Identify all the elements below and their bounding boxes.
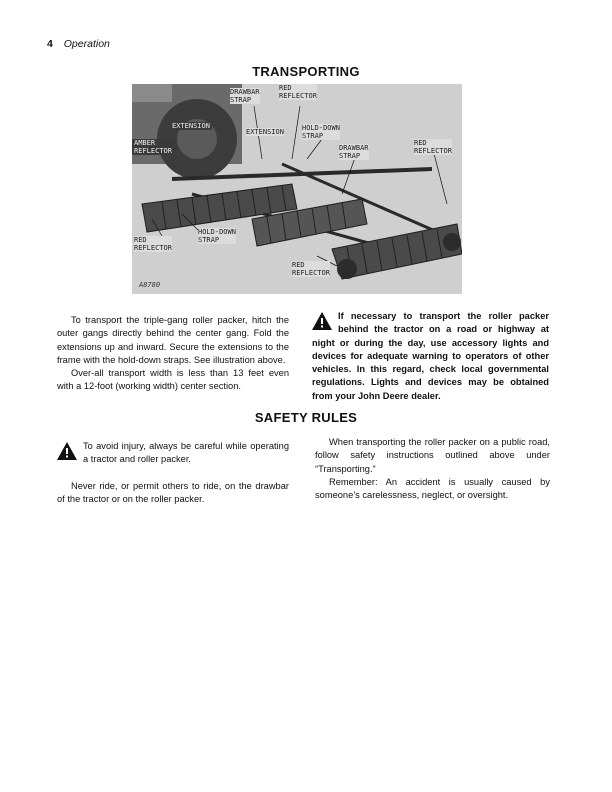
transport-warning xyxy=(312,310,549,403)
warning-triangle-icon xyxy=(312,312,332,330)
callout-drawbar-strap-top: DRAWBAR STRAP xyxy=(230,88,260,104)
callout-hold-down-strap-top: HOLD-DOWN STRAP xyxy=(302,124,340,140)
safety-rules-right xyxy=(315,436,550,515)
callout-red-reflector-left: RED REFLECTOR xyxy=(134,236,172,252)
safety-rule-3: When transporting the roller packer on a public road, follow safety instructions outlined above under “Transporting.” xyxy=(315,437,550,474)
section-name: Operation xyxy=(63,38,110,50)
illustration-ref-code: A8780 xyxy=(139,281,161,289)
transport-instructions xyxy=(57,314,289,394)
warning-triangle-icon xyxy=(57,442,77,460)
callout-red-reflector-top: RED REFLECTOR xyxy=(279,84,317,100)
callout-red-reflector-right: RED REFLECTOR xyxy=(414,139,452,155)
safety-rule-2: Never ride, or permit others to ride, on the drawbar of the tractor or on the roller packer. xyxy=(57,480,289,504)
transporting-title: TRANSPORTING xyxy=(252,64,360,79)
callout-drawbar-strap-right: DRAWBAR STRAP xyxy=(339,144,369,160)
page-number: 4 xyxy=(47,38,53,50)
transport-illustration xyxy=(132,84,462,294)
safety-rule-1: To avoid injury, always be careful while operating a tractor and roller packer. xyxy=(83,441,289,465)
callout-hold-down-strap-bottom: HOLD-DOWN STRAP xyxy=(198,228,236,244)
safety-rule-4: Remember: An accident is usually caused by someone’s carelessness, neglect, or oversight. xyxy=(315,476,550,501)
callout-red-reflector-bottom: RED REFLECTOR xyxy=(292,261,330,277)
safety-rules-title: SAFETY RULES xyxy=(254,410,358,425)
safety-rules-left xyxy=(57,440,289,519)
transport-warning-text: If necessary to transport the roller packer behind the tractor on a road or highway at night or during the day, use accessory lights and devices for adequate warning to operators of other vehicles. In this regard, check local governmental regulations. Lights and devices may be obtained from your John Deere dealer. xyxy=(312,311,549,401)
callout-extension-left: EXTENSION xyxy=(172,122,210,130)
page-header xyxy=(47,38,110,50)
transport-paragraph-1: To transport the triple-gang roller packer, hitch the outer gangs directly behind the center gang. Fold the extensions up and inward. Secure the extensions to the frame with the hold-down straps. See illustration above. xyxy=(57,315,289,365)
callout-amber-reflector: AMBER REFLECTOR xyxy=(134,139,172,155)
transport-paragraph-2: Over-all transport width is less than 13 feet even with a 12-foot (working width) center section. xyxy=(57,368,289,392)
callout-extension-center: EXTENSION xyxy=(246,128,284,136)
